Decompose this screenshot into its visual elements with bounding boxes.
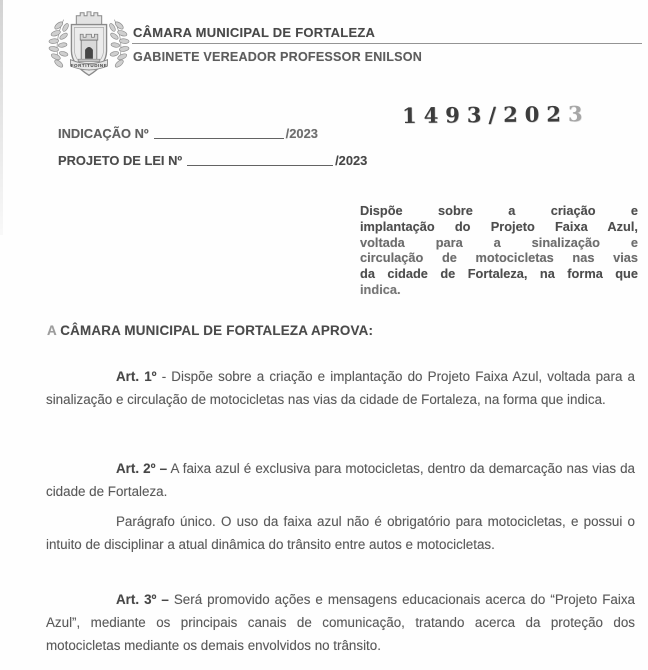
sole-paragraph-text: Parágrafo único. O uso da faixa azul não é obrigatório para motocicletas, e possui o intuito de disciplinar a atual dinâmica do trânsito entre autos e motocicletas. [46, 514, 635, 553]
ementa-line: Dispõe sobre a criação e [360, 203, 638, 218]
ementa-line: implantação do Projeto Faixa Azul, [360, 218, 638, 234]
stamp-number-faded-digit: 3 [567, 101, 590, 127]
article-1-label: Art. 1º [116, 369, 157, 385]
article-1 [46, 365, 635, 411]
indication-blank-line [154, 134, 284, 139]
article-2 [46, 457, 635, 503]
fortress-tower-icon [78, 34, 99, 61]
stamp-number: 1493/202 [401, 101, 569, 128]
article-1-text: - Dispõe sobre a criação e implantação do Projeto Faixa Azul, voltada para a sinalização e circulação de motocicletas nas vias da cidade de Fortaleza, na forma que indica. [46, 369, 635, 408]
bill-blank-line [187, 161, 333, 166]
ementa-line: indica. [360, 281, 401, 297]
indication-year: /2023 [285, 126, 318, 141]
bill-year: /2023 [335, 153, 368, 168]
article-2-text: A faixa azul é exclusiva para motocicletas, dentro da demarcação nas vias da cidade de Fortaleza. [46, 461, 636, 500]
ementa-line: voltada para a sinalização e [360, 234, 638, 250]
article-3-label: Art. 3º – [116, 592, 169, 608]
ementa-line: circulação de motocicletas nas vias [360, 250, 638, 266]
bill-number-row [58, 153, 367, 168]
coat-of-arms-logo [44, 4, 134, 88]
article-3-text: Será promovido ações e mensagens educacionais acerca do “Projeto Faixa Azul”, mediante os principais canais de comunicação, tratando acerca da proteção dos motocicletas mediante os demais envolvidos no trânsito. [46, 592, 635, 654]
ementa-summary [360, 203, 638, 298]
sole-paragraph [46, 510, 635, 556]
bill-label: PROJETO DE LEI Nº [58, 153, 183, 168]
protocol-number-stamp [402, 101, 590, 128]
laurel-branch-right-icon [108, 20, 129, 69]
indication-label: INDICAÇÃO Nº [58, 126, 149, 141]
indication-number-row [58, 126, 318, 141]
article-2-label: Art. 2º – [116, 461, 168, 477]
organization-title: CÂMARA MUNICIPAL DE FORTALEZA [133, 25, 376, 40]
header-divider [132, 43, 642, 44]
ementa-line: da cidade de Fortaleza, na forma que [360, 266, 638, 282]
motto-text: FORTITUDINE [70, 62, 108, 68]
article-3 [46, 588, 635, 657]
mural-crown-icon [76, 12, 101, 25]
scan-artifact [0, 0, 3, 235]
laurel-branch-left-icon [49, 20, 70, 69]
approval-clause: A CÂMARA MUNICIPAL DE FORTALEZA APROVA: [47, 323, 374, 338]
office-subtitle: GABINETE VEREADOR PROFESSOR ENILSON [133, 50, 422, 64]
